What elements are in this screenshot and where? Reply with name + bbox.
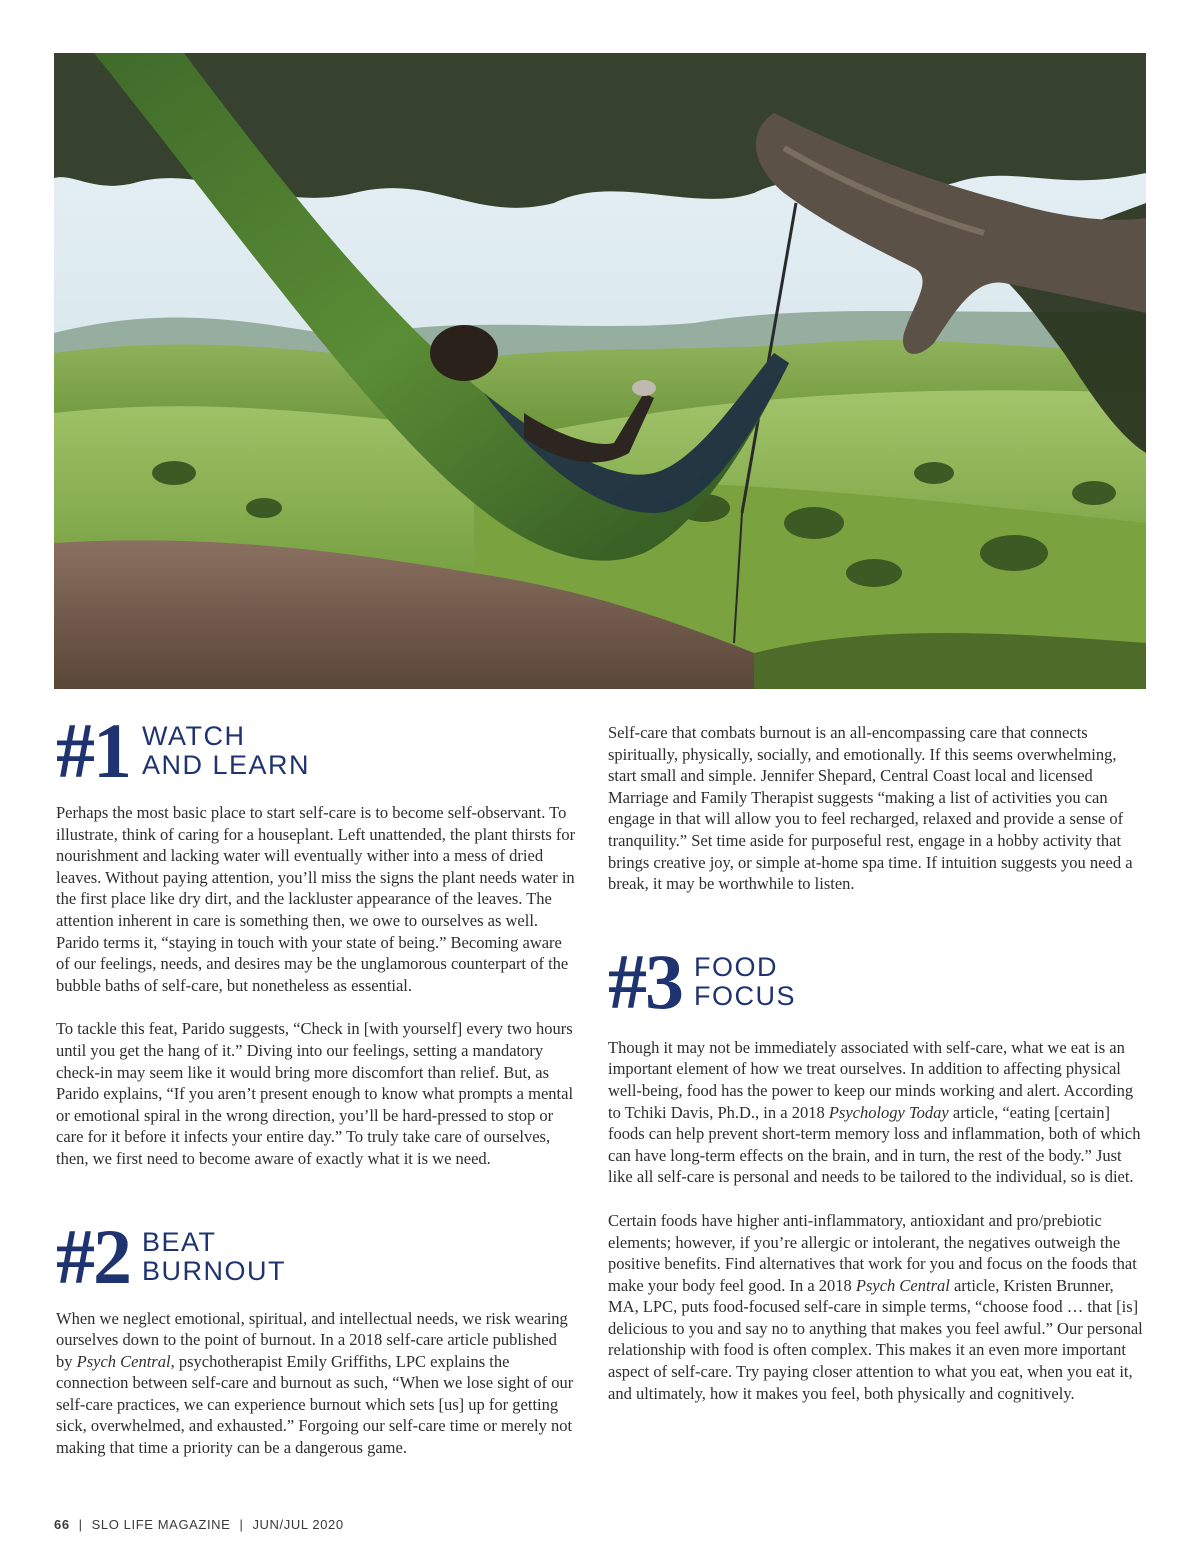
section2-paragraph-1-start: When we neglect emotional, spiritual, and intellectual needs, we risk wearing ourselves down to the point of burnout. In a 2018 self-care article published by	[56, 1308, 568, 1371]
section3-number: #3	[608, 937, 682, 1025]
section3-paragraph-2-start: Certain foods have higher anti-inflammatory, antioxidant and pro/prebiotic elements; however, if you’re allergic or intolerant, the negatives outweigh the positive benefits. Find alternatives that work for you and focus on the foods that make your body feel good. In a 2018	[608, 1210, 1137, 1295]
section2-title-line1: BEAT	[142, 1226, 217, 1257]
section3-paragraph-2-end: article, Kristen Brunner, MA, LPC, puts food-focused self-care in simple terms, “choose food … that [is] delicious to you and say no to anything that makes you feel awful.” Our personal relationship with food is often complex. This makes it an even more important aspect of self-care. Try paying closer attention to what you eat, when you eat it, and ultimately, how it makes you feel, both physically and cognitively.	[608, 1275, 1143, 1403]
section1-paragraph-2: To tackle this feat, Parido suggests, “Check in [with yourself] every two hours until you get the hang of it.” Diving into our feelings, setting a mandatory check-in may seem like it would bring more discomfort than relief. But, as Parido explains, “If you aren’t present enough to know what prompts a mental or emotional spiral in the wrong direction, you’ll be hard-pressed to stop or care for it before it infects your entire day.” To truly take care of ourselves, then, we first need to become aware of exactly what it is we need.	[56, 1019, 574, 1168]
page-footer	[54, 1517, 344, 1532]
section3-heading	[608, 937, 1148, 1025]
section2-source-psych-central: Psych Central	[76, 1351, 171, 1371]
magazine-name: SLO LIFE MAGAZINE	[91, 1517, 231, 1532]
hero-photo	[54, 53, 1146, 689]
left-column	[56, 707, 576, 1459]
page-number: 66	[54, 1517, 70, 1532]
section2-heading	[56, 1212, 576, 1300]
section2-paragraph-1	[56, 1308, 576, 1459]
issue-date: JUN/JUL 2020	[252, 1517, 344, 1532]
footer-separator-2: |	[239, 1517, 244, 1532]
section1-title-line2: AND LEARN	[142, 750, 311, 780]
section1-number: #1	[56, 707, 130, 794]
section2-number: #2	[56, 1212, 130, 1300]
section3-title-line2: FOCUS	[694, 980, 796, 1011]
section3-paragraph-1-start: Though it may not be immediately associated with self-care, what we eat is an important element of how we treat ourselves. In addition to affecting physical well-being, food has the power to keep our minds working and alert. According to Tchiki Davis, Ph.D., in a 2018	[608, 1037, 1134, 1122]
right-column	[608, 722, 1148, 1404]
section3-source-psych-central: Psych Central	[855, 1275, 950, 1295]
section3-paragraph-1	[608, 1037, 1148, 1188]
section2-paragraph-1-end: , psychotherapist Emily Griffiths, LPC explains the connection between self-care and burnout as such, “When we lose sight of our self-care practices, we can experience burnout which sets [us] up for getting sick, overwhelmed, and exhausted.” Forgoing our self-care time or merely not making that time a priority can be a dangerous game.	[56, 1351, 574, 1458]
section3-source-psychology-today: Psychology Today	[828, 1102, 949, 1122]
footer-separator: |	[78, 1517, 83, 1532]
section3-paragraph-1-end: article, “eating [certain] foods can help prevent short-term memory loss and inflammation, both of which can have long-term effects on the brain, and in turn, the rest of the body.” Just like all self-care is personal and needs to be tailored to the individual, so is diet.	[608, 1102, 1141, 1187]
section3-title	[694, 953, 796, 1011]
hammock-landscape-image	[54, 53, 1146, 689]
section2-title-line2: BURNOUT	[142, 1255, 286, 1286]
section1-title	[142, 722, 310, 780]
section3-paragraph-2	[608, 1210, 1148, 1404]
section2-title	[142, 1228, 286, 1286]
section1-paragraph-1: Perhaps the most basic place to start self-care is to become self-observant. To illustrate, think of caring for a houseplant. Left unattended, the plant thirsts for nourishment and lacking water will eventually wither into a mess of dried leaves. Without paying attention, you’ll miss the signs the plant needs water in the first place like dry dirt, and the lackluster appearance of the leaves. The attention inherent in care is something then, we owe to ourselves as well. Parido terms it, “staying in touch with your state of being.” Becoming aware of our feelings, needs, and desires may be the unglamorous counterpart of the bubble baths of self-care, but nonetheless as essential.	[56, 803, 576, 995]
section3-title-line1: FOOD	[694, 951, 778, 982]
section1-heading	[56, 707, 576, 794]
section1-title-line1: WATCH	[142, 721, 246, 751]
section2-paragraph-2: Self-care that combats burnout is an all-encompassing care that connects spiritually, physically, socially, and emotionally. If this seems overwhelming, start small and simple. Jennifer Shepard, Central Coast local and licensed Marriage and Family Therapist suggests “making a list of activities you can engage in that will allow you to feel recharged, relaxed and provide a sense of tranquility.” Set time aside for purposeful rest, engage in a hobby activity that brings creative joy, or simple at-home spa time. If intuition suggests you need a break, it may be worthwhile to listen.	[608, 723, 1133, 894]
